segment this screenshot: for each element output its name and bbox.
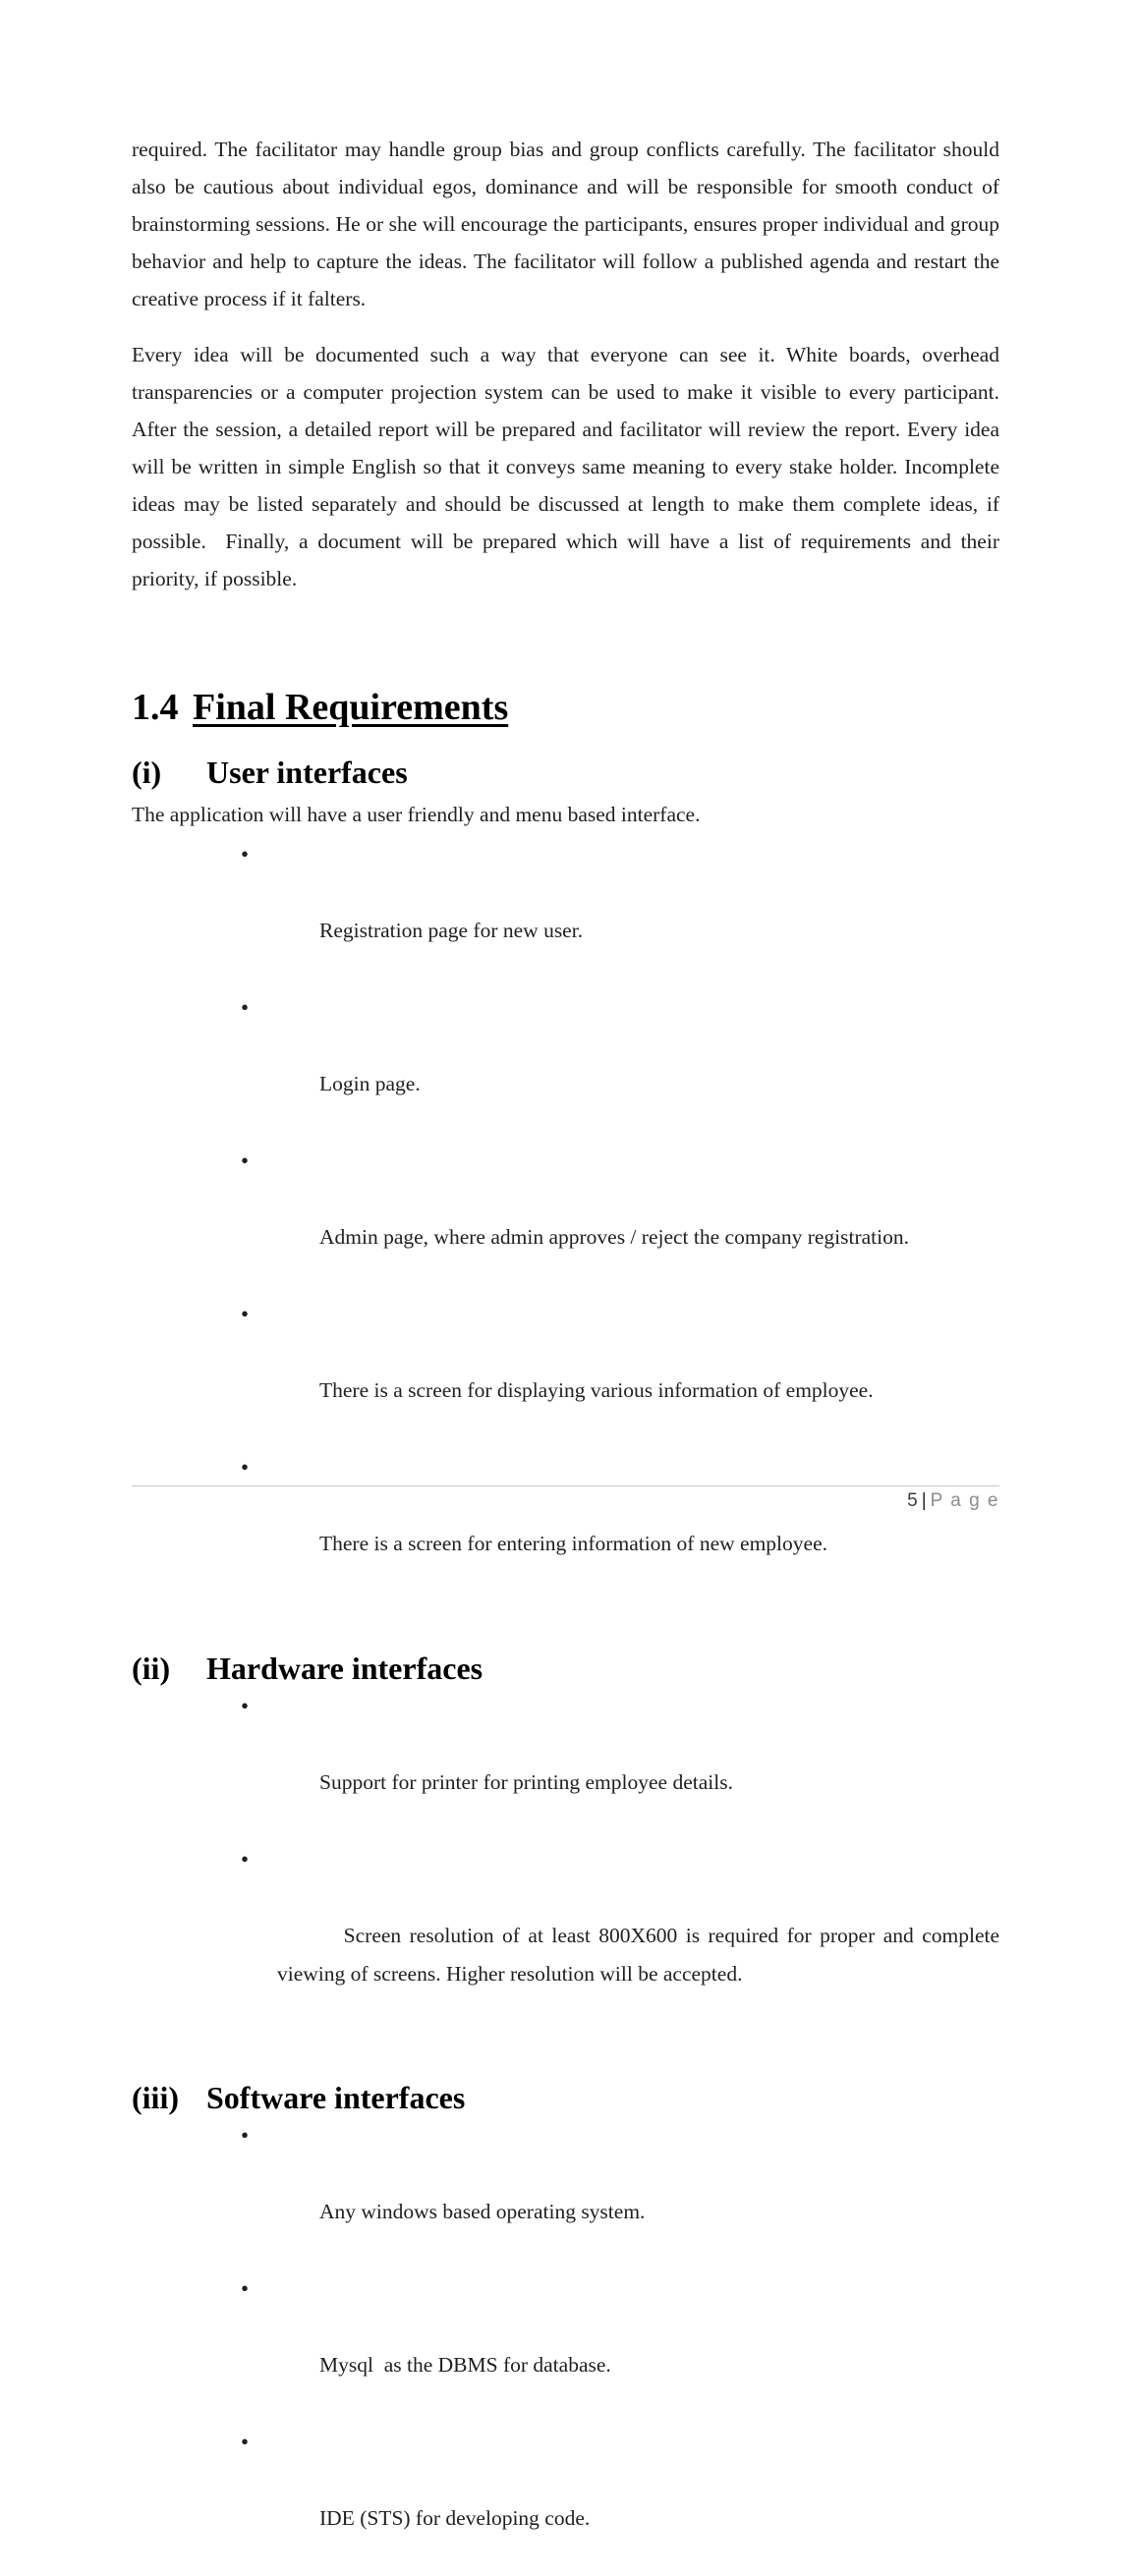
list-item-text: Registration page for new user. — [319, 919, 584, 942]
bullet-icon: • — [241, 1302, 250, 1326]
page-footer — [132, 1485, 999, 1512]
list-item-text: Support for printer for printing employee details. — [319, 1770, 733, 1794]
list-item — [132, 1142, 999, 1295]
section-title: Final Requirements — [193, 687, 509, 728]
subsection-title: Hardware interfaces — [206, 1651, 484, 1686]
bullet-list-hardware-interfaces — [132, 1687, 1005, 2032]
bullet-icon: • — [241, 2123, 250, 2148]
subsection-heading-user-interfaces — [132, 754, 999, 791]
bullet-icon: • — [241, 2430, 250, 2454]
list-item — [132, 1840, 1005, 2032]
body-paragraph: Every idea will be documented such a way that everyone can see it. White boards, overhead transparencies or a computer projection system can be used to make it visible to every participant. After the session, a detailed report will be prepared and facilitator will review the report. Every idea will be written in simple English so that it conveys same meaning to every stake holder. Incomplete ideas may be listed separately and should be discussed at length to make them complete ideas, if possible. Finally, a document will be prepared which will have a list of requirements and their priority, if possible. — [132, 343, 1005, 590]
list-item-text: There is a screen for entering information of new employee. — [319, 1532, 827, 1555]
list-item-text: Mysql as the DBMS for database. — [319, 2353, 611, 2377]
subsection-label: (ii) — [132, 1651, 171, 1686]
list-item-text: IDE (STS) for developing code. — [319, 2506, 591, 2530]
page-number: 5 — [907, 1490, 918, 1511]
bullet-list-software-interfaces — [132, 2116, 999, 2576]
list-item — [132, 1687, 999, 1840]
section-number: 1.4 — [132, 687, 179, 728]
page-word: P a g e — [930, 1490, 999, 1511]
list-item — [132, 1295, 999, 1448]
subsection-heading-software-interfaces — [132, 2079, 999, 2116]
subsection-intro: The application will have a user friendly and menu based interface. — [132, 803, 701, 826]
body-paragraph: required. The facilitator may handle group bias and group conflicts carefully. The facilitator should also be cautious about individual egos, dominance and will be responsible for smooth conduct of brainstorming sessions. He or she will encourage the participants, ensures proper individual and group behavior and help to capture the ideas. The facilitator will follow a published agenda and restart the creative process if it falters. — [132, 138, 1005, 310]
bullet-icon: • — [241, 1148, 250, 1173]
list-item-text: There is a screen for displaying various information of employee. — [319, 1378, 874, 1402]
list-item — [132, 988, 999, 1142]
bullet-icon: • — [241, 1694, 250, 1718]
list-item-text: Admin page, where admin approves / reject the company registration. — [319, 1225, 910, 1249]
list-item-text: Screen resolution of at least 800X600 is required for proper and complete viewing of screens. Higher resolution will be accepted. — [277, 1924, 1005, 1986]
subsection-title: User interfaces — [206, 755, 408, 790]
bullet-icon: • — [241, 2276, 250, 2301]
subsection-label: (iii) — [132, 2080, 179, 2115]
list-item — [132, 835, 999, 988]
page-number-separator: | — [921, 1490, 927, 1511]
subsection-label: (i) — [132, 755, 162, 790]
list-item-text: Any windows based operating system. — [319, 2200, 646, 2223]
list-item — [132, 2116, 999, 2269]
list-item-text: Login page. — [319, 1072, 421, 1095]
bullet-icon: • — [241, 1455, 250, 1480]
bullet-icon: • — [241, 842, 250, 867]
subsection-heading-hardware-interfaces — [132, 1650, 999, 1687]
bullet-icon: • — [241, 995, 250, 1020]
page-content — [132, 0, 1005, 2576]
list-item — [132, 2423, 999, 2576]
list-item — [132, 1448, 999, 1601]
section-heading — [132, 686, 999, 729]
list-item — [132, 2269, 999, 2423]
page-number-text — [132, 1490, 999, 1512]
subsection-title: Software interfaces — [206, 2080, 466, 2115]
bullet-icon: • — [241, 1847, 250, 1872]
